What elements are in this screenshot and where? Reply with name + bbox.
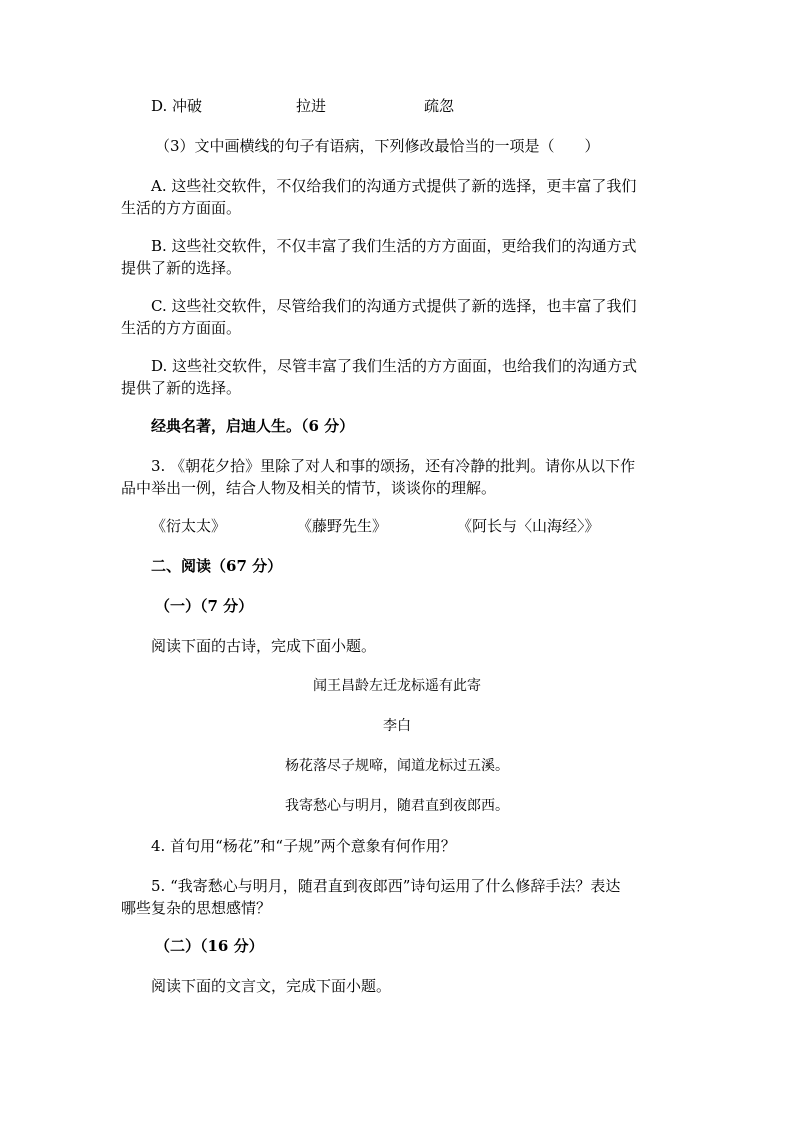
q2-3-option-d-line2: 提供了新的选择。 <box>121 379 242 397</box>
poem-title: 闻王昌龄左迁龙标遥有此寄 <box>313 678 481 694</box>
q2-3-option-c-line2: 生活的方方面面。 <box>121 319 242 337</box>
q2-3-option-a-line1: A. 这些社交软件，不仅给我们的沟通方式提供了新的选择，更丰富了我们 <box>151 177 637 195</box>
poem-line1: 杨花落尽子规啼，闻道龙标过五溪。 <box>285 758 509 774</box>
q2-3-stem: （3）文中画横线的句子有语病，下列修改最恰当的一项是（ ） <box>155 137 600 155</box>
reading-heading: 二、阅读（67 分） <box>151 557 283 575</box>
option-d-word2: 拉进 <box>296 97 327 115</box>
book-a-chang-shanhaijing: 《阿长与〈山海经〉》 <box>457 517 600 535</box>
q5-line1: 5. “我寄愁心与明月，随君直到夜郎西”诗句运用了什么修辞手法？表达 <box>151 877 621 895</box>
reading-part2-instruction: 阅读下面的文言文，完成下面小题。 <box>151 977 392 995</box>
q2-3-option-a-line2: 生活的方方面面。 <box>121 199 242 217</box>
poem-line2: 我寄愁心与明月，随君直到夜郎西。 <box>285 798 509 814</box>
q2-3-option-b-line2: 提供了新的选择。 <box>121 259 242 277</box>
q5-line2: 哪些复杂的思想感情？ <box>121 899 272 917</box>
poem-author: 李白 <box>383 718 411 734</box>
classics-heading: 经典名著，启迪人生。（6 分） <box>151 417 355 435</box>
q3-line2: 品中举出一例，结合人物及相关的情节，谈谈你的理解。 <box>121 479 497 497</box>
option-d-label: D. 冲破 <box>151 97 203 115</box>
q2-3-option-c-line1: C. 这些社交软件，尽管给我们的沟通方式提供了新的选择，也丰富了我们 <box>151 297 637 315</box>
reading-part1-instruction: 阅读下面的古诗，完成下面小题。 <box>151 637 377 655</box>
option-d-word3: 疏忽 <box>424 97 455 115</box>
book-tengye-xiansheng: 《藤野先生》 <box>297 517 388 535</box>
reading-part2-heading: （二）（16 分） <box>155 937 264 955</box>
reading-part1-heading: （一）（7 分） <box>155 597 254 615</box>
q3-line1: 3. 《朝花夕拾》里除了对人和事的颂扬，还有冷静的批判。请你从以下作 <box>151 457 636 475</box>
q2-3-option-b-line1: B. 这些社交软件，不仅丰富了我们生活的方方面面，更给我们的沟通方式 <box>151 237 637 255</box>
book-yan-taitai: 《衍太太》 <box>151 517 227 535</box>
q4: 4. 首句用“杨花”和“子规”两个意象有何作用？ <box>151 837 456 855</box>
q2-3-option-d-line1: D. 这些社交软件，尽管丰富了我们生活的方方面面，也给我们的沟通方式 <box>151 357 638 375</box>
